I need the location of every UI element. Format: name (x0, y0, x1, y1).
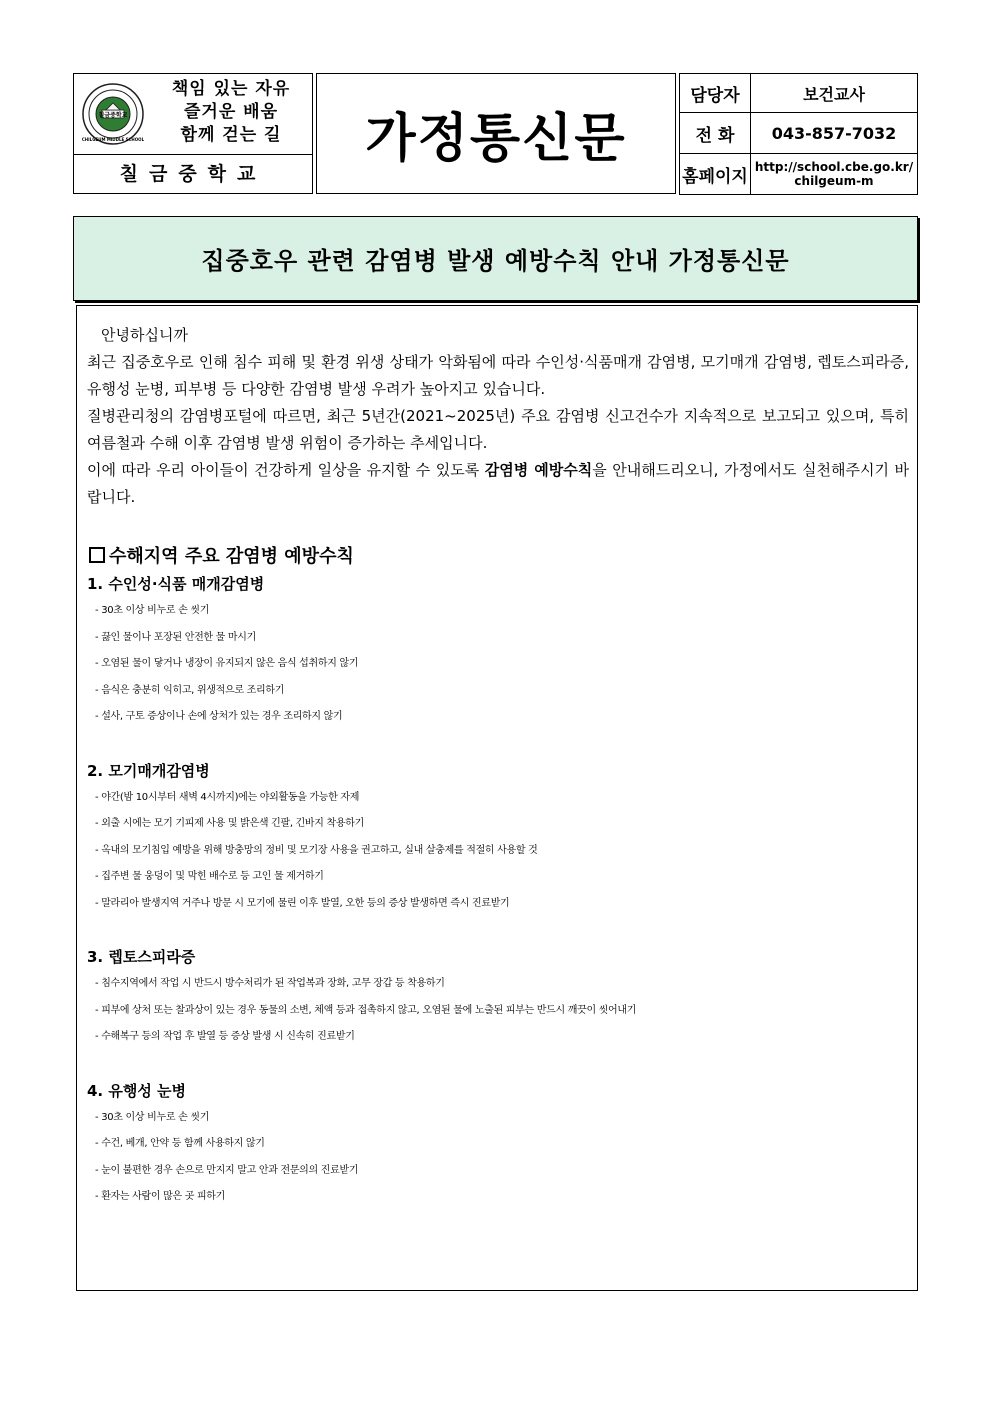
rule-item: - 오염된 물이 닿거나 냉장이 유지되지 않은 음식 섭취하지 않기 (87, 651, 913, 678)
contact-info-table (679, 73, 918, 195)
section-heading (89, 542, 354, 568)
intro-paragraph-3-before: 이에 따라 우리 아이들이 건강하게 일상을 유지할 수 있도록 (87, 461, 485, 479)
manager-label: 담당자 (680, 74, 751, 113)
school-name: 칠금중학교 (119, 163, 267, 185)
page-title: 가정통신문 (365, 109, 627, 169)
group-waterborne (87, 571, 913, 731)
school-logo (82, 83, 144, 145)
logo-ring-text: CHILGEUM MIDDLE SCHOOL (82, 137, 144, 142)
group-title: 1. 수인성·식품 매개감염병 (87, 575, 265, 593)
greeting: 안녕하십니까 (101, 326, 188, 344)
rule-item: - 옥내의 모기침입 예방을 위해 방충망의 정비 및 모기장 사용을 권고하고, 실내 살충제를 적절히 사용할 것 (87, 838, 913, 865)
rule-item: - 피부에 상처 또는 찰과상이 있는 경우 동물의 소변, 체액 등과 접촉하지 않고, 오염된 물에 노출된 피부는 반드시 깨끗이 씻어내기 (87, 998, 913, 1025)
section-heading-text: 수해지역 주요 감염병 예방수칙 (109, 546, 354, 567)
rule-item: - 눈이 불편한 경우 손으로 만지지 말고 안과 전문의의 진료받기 (87, 1158, 913, 1185)
rule-item: - 수해복구 등의 작업 후 발열 등 증상 발생 시 신속히 진료받기 (87, 1024, 913, 1051)
rule-item: - 끓인 물이나 포장된 안전한 물 마시기 (87, 625, 913, 652)
phone-value: 043-857-7032 (751, 113, 918, 154)
rule-item: - 음식은 충분히 익히고, 위생적으로 조리하기 (87, 678, 913, 705)
phone-label: 전 화 (680, 113, 751, 154)
intro (87, 322, 909, 511)
rule-item: - 집주변 물 웅덩이 및 막힌 배수로 등 고인 물 제거하기 (87, 864, 913, 891)
rule-list (87, 1105, 913, 1211)
intro-paragraph-2: 질병관리청의 감염병포털에 따르면, 최근 5년간(2021~2025년) 주요 감염병 신고건수가 지속적으로 보고되고 있으며, 특히 여름철과 수해 이후 감염병 발생 위험이 증가하는 추세입니다. (87, 407, 909, 452)
homepage-url-line-2: chilgeum-m (794, 174, 874, 188)
rule-item: - 환자는 사람이 많은 곳 피하기 (87, 1184, 913, 1211)
rule-list (87, 785, 913, 918)
school-box (73, 73, 313, 194)
header (73, 73, 918, 194)
rule-item: - 침수지역에서 작업 시 반드시 방수처리가 된 작업복과 장화, 고무 장갑 등 착용하기 (87, 971, 913, 998)
square-bullet-icon (89, 547, 105, 563)
intro-paragraph-3 (87, 457, 909, 511)
group-leptospirosis (87, 944, 913, 1051)
rule-item: - 외출 시에는 모기 기피제 사용 및 밝은색 긴팔, 긴바지 착용하기 (87, 811, 913, 838)
rule-item: - 말라리아 발생지역 거주나 방문 시 모기에 물린 이후 발열, 오한 등의 증상 발생하면 즉시 진료받기 (87, 891, 913, 918)
rule-list (87, 598, 913, 731)
group-mosquito (87, 758, 913, 918)
prevention-groups (87, 571, 913, 1238)
intro-paragraph-3-after: 을 안내해드리오니, 가정에서도 실천해주시기 바랍니다. (87, 461, 909, 506)
group-title: 4. 유행성 눈병 (87, 1081, 187, 1100)
rule-list (87, 971, 913, 1051)
intro-paragraph-1: 최근 집중호우로 인해 침수 피해 및 환경 위생 상태가 악화됨에 따라 수인성·식품매개 감염병, 모기매개 감염병, 렙토스피라증, 유행성 눈병, 피부병 등 다양한 감염병 발생 우려가 높아지고 있습니다. (87, 353, 909, 398)
motto-2: 즐거운 배움 (183, 102, 279, 122)
rule-item: - 설사, 구토 증상이나 손에 상처가 있는 경우 조리하지 않기 (87, 704, 913, 731)
group-title: 2. 모기매개감염병 (87, 761, 210, 780)
homepage-label: 홈페이지 (680, 154, 751, 195)
motto-1: 책임 있는 자유 (171, 79, 291, 99)
logo-text: 칠금중학교 (98, 112, 128, 119)
rule-item: - 30초 이상 비누로 손 씻기 (87, 598, 913, 625)
motto-3: 함께 걷는 길 (180, 125, 282, 145)
homepage-url-line-1: http://school.cbe.go.kr/ (754, 160, 914, 174)
school-top (74, 74, 312, 155)
notice-banner: 집중호우 관련 감염병 발생 예방수칙 안내 가정통신문 (73, 216, 918, 301)
school-mottos (152, 78, 310, 147)
manager-value: 보건교사 (751, 74, 918, 113)
group-eye-disease (87, 1078, 913, 1211)
notice-content (76, 305, 918, 1291)
group-title: 3. 렙토스피라증 (87, 948, 196, 966)
rule-item: - 야간(밤 10시부터 새벽 4시까지)에는 야외활동을 가능한 자제 (87, 785, 913, 812)
intro-highlight: 감염병 예방수칙 (484, 461, 593, 479)
rule-item: - 30초 이상 비누로 손 씻기 (87, 1105, 913, 1132)
homepage-link[interactable] (751, 154, 918, 195)
title-box (316, 73, 676, 194)
rule-item: - 수건, 베개, 안약 등 함께 사용하지 않기 (87, 1131, 913, 1158)
